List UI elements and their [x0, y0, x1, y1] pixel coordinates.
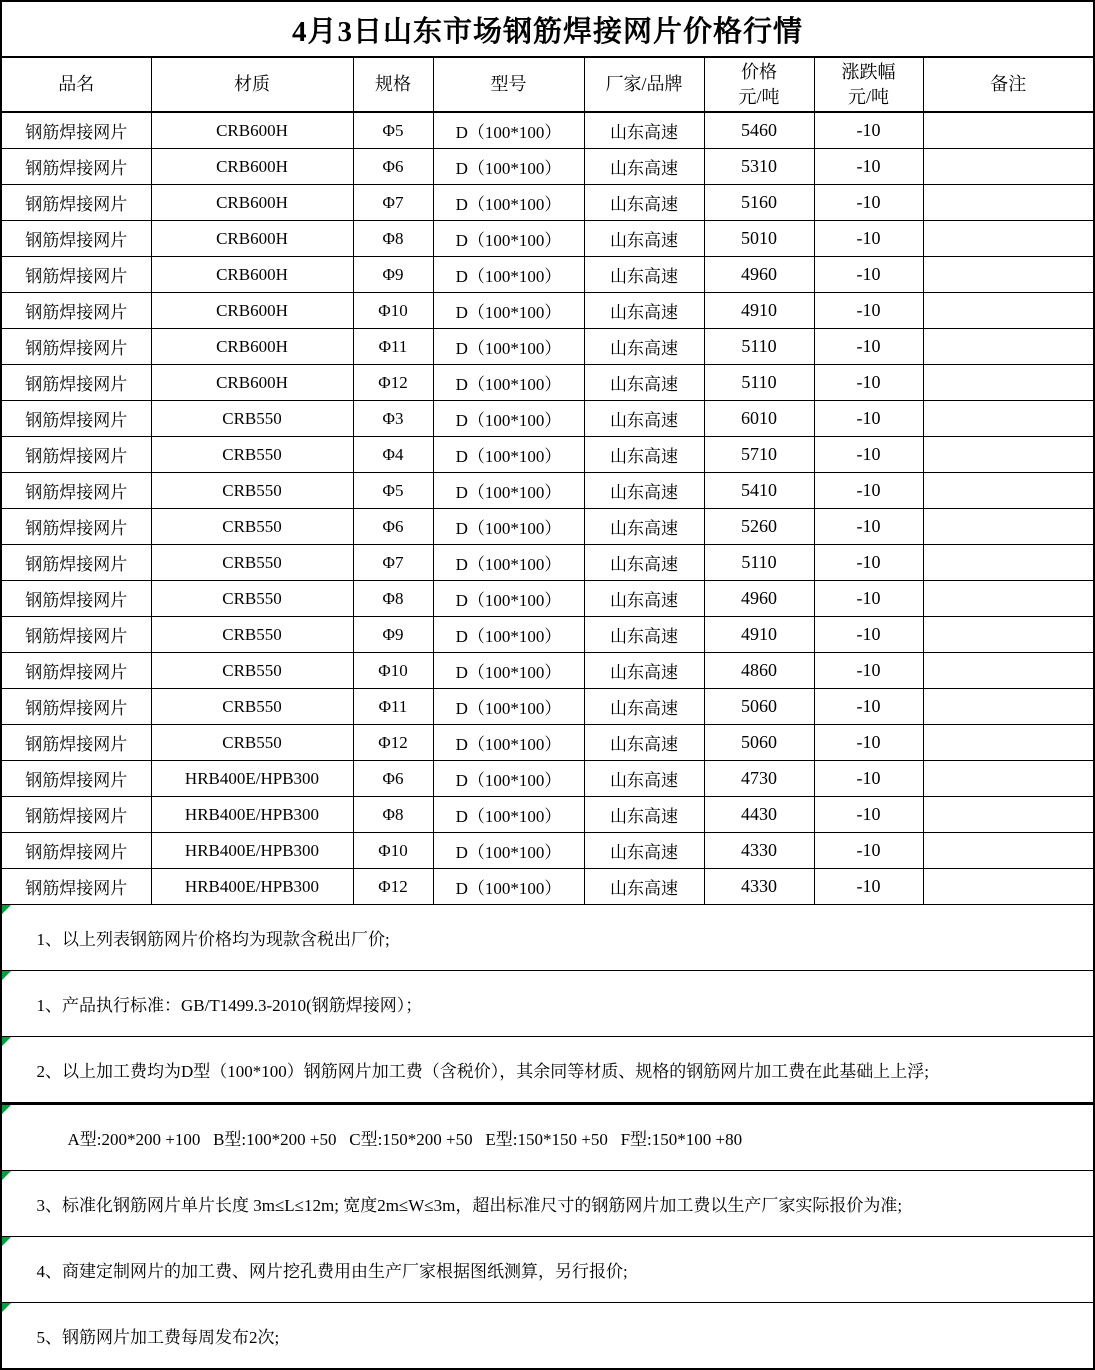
cell-remark [923, 257, 1094, 293]
cell-price: 5060 [704, 725, 814, 761]
green-corner-triangle-icon [2, 1171, 11, 1180]
cell-model: D（100*100） [433, 869, 584, 905]
table-row [1, 545, 1094, 581]
note-row [1, 1171, 1094, 1237]
cell-remark [923, 833, 1094, 869]
table-row [1, 653, 1094, 689]
price-table-body [1, 112, 1094, 905]
cell-change: -10 [814, 689, 923, 725]
cell-remark [923, 221, 1094, 257]
cell-price: 5410 [704, 473, 814, 509]
cell-product: 钢筋焊接网片 [1, 112, 151, 149]
cell-change: -10 [814, 869, 923, 905]
cell-remark [923, 545, 1094, 581]
cell-spec: Φ12 [353, 365, 433, 401]
cell-spec: Φ6 [353, 761, 433, 797]
cell-price: 4860 [704, 653, 814, 689]
cell-model: D（100*100） [433, 293, 584, 329]
cell-model: D（100*100） [433, 545, 584, 581]
table-row [1, 797, 1094, 833]
table-row [1, 437, 1094, 473]
cell-brand: 山东高速 [584, 833, 704, 869]
cell-remark [923, 365, 1094, 401]
table-row [1, 401, 1094, 437]
cell-spec: Φ12 [353, 869, 433, 905]
cell-product: 钢筋焊接网片 [1, 293, 151, 329]
cell-model: D（100*100） [433, 653, 584, 689]
cell-material: CRB600H [151, 185, 353, 221]
cell-model: D（100*100） [433, 257, 584, 293]
cell-brand: 山东高速 [584, 401, 704, 437]
cell-price: 4960 [704, 257, 814, 293]
cell-model: D（100*100） [433, 149, 584, 185]
cell-price: 4330 [704, 833, 814, 869]
cell-spec: Φ4 [353, 437, 433, 473]
cell-brand: 山东高速 [584, 112, 704, 149]
cell-spec: Φ6 [353, 509, 433, 545]
cell-remark [923, 185, 1094, 221]
cell-brand: 山东高速 [584, 149, 704, 185]
table-row [1, 293, 1094, 329]
table-row [1, 509, 1094, 545]
cell-change: -10 [814, 329, 923, 365]
cell-change: -10 [814, 797, 923, 833]
cell-model: D（100*100） [433, 473, 584, 509]
note-text: 1、以上列表钢筋网片价格均为现款含税出厂价; [36, 930, 390, 949]
cell-brand: 山东高速 [584, 617, 704, 653]
cell-model: D（100*100） [433, 401, 584, 437]
note-row [1, 1237, 1094, 1303]
cell-material: HRB400E/HPB300 [151, 761, 353, 797]
cell-brand: 山东高速 [584, 221, 704, 257]
cell-change: -10 [814, 473, 923, 509]
table-row [1, 112, 1094, 149]
cell-spec: Φ11 [353, 329, 433, 365]
table-row [1, 185, 1094, 221]
cell-model: D（100*100） [433, 329, 584, 365]
cell-remark [923, 797, 1094, 833]
column-header-spec: 规格 [353, 57, 433, 112]
table-row [1, 689, 1094, 725]
cell-spec: Φ6 [353, 149, 433, 185]
cell-material: HRB400E/HPB300 [151, 869, 353, 905]
cell-material: CRB550 [151, 401, 353, 437]
cell-spec: Φ9 [353, 257, 433, 293]
cell-material: CRB600H [151, 257, 353, 293]
note-text: 5、钢筋网片加工费每周发布2次; [36, 1328, 280, 1347]
cell-remark [923, 401, 1094, 437]
green-corner-triangle-icon [2, 1037, 11, 1046]
note-row [1, 1104, 1094, 1171]
cell-material: HRB400E/HPB300 [151, 797, 353, 833]
cell-spec: Φ9 [353, 617, 433, 653]
cell-brand: 山东高速 [584, 293, 704, 329]
cell-price: 4960 [704, 581, 814, 617]
cell-brand: 山东高速 [584, 473, 704, 509]
cell-spec: Φ5 [353, 112, 433, 149]
cell-change: -10 [814, 581, 923, 617]
cell-model: D（100*100） [433, 185, 584, 221]
cell-change: -10 [814, 725, 923, 761]
note-row [1, 1303, 1094, 1370]
cell-model: D（100*100） [433, 509, 584, 545]
cell-remark [923, 149, 1094, 185]
cell-remark [923, 869, 1094, 905]
notes-body [1, 905, 1094, 1370]
cell-material: CRB550 [151, 581, 353, 617]
cell-product: 钢筋焊接网片 [1, 689, 151, 725]
cell-product: 钢筋焊接网片 [1, 545, 151, 581]
cell-product: 钢筋焊接网片 [1, 221, 151, 257]
cell-spec: Φ8 [353, 797, 433, 833]
cell-material: CRB550 [151, 653, 353, 689]
cell-remark [923, 112, 1094, 149]
table-row [1, 329, 1094, 365]
cell-remark [923, 581, 1094, 617]
table-row [1, 149, 1094, 185]
cell-model: D（100*100） [433, 365, 584, 401]
cell-price: 5460 [704, 112, 814, 149]
column-header-product: 品名 [1, 57, 151, 112]
cell-price: 4910 [704, 617, 814, 653]
cell-material: CRB600H [151, 149, 353, 185]
cell-material: CRB600H [151, 293, 353, 329]
green-corner-triangle-icon [2, 1105, 11, 1114]
cell-product: 钢筋焊接网片 [1, 365, 151, 401]
cell-product: 钢筋焊接网片 [1, 509, 151, 545]
cell-change: -10 [814, 221, 923, 257]
table-row [1, 833, 1094, 869]
cell-brand: 山东高速 [584, 869, 704, 905]
cell-brand: 山东高速 [584, 581, 704, 617]
cell-spec: Φ7 [353, 185, 433, 221]
cell-remark [923, 653, 1094, 689]
cell-brand: 山东高速 [584, 437, 704, 473]
cell-model: D（100*100） [433, 617, 584, 653]
cell-material: CRB550 [151, 545, 353, 581]
cell-product: 钢筋焊接网片 [1, 797, 151, 833]
cell-product: 钢筋焊接网片 [1, 869, 151, 905]
note-row [1, 1037, 1094, 1104]
cell-product: 钢筋焊接网片 [1, 437, 151, 473]
cell-product: 钢筋焊接网片 [1, 581, 151, 617]
cell-remark [923, 473, 1094, 509]
cell-model: D（100*100） [433, 689, 584, 725]
cell-change: -10 [814, 833, 923, 869]
cell-material: HRB400E/HPB300 [151, 833, 353, 869]
cell-product: 钢筋焊接网片 [1, 473, 151, 509]
cell-spec: Φ8 [353, 221, 433, 257]
cell-model: D（100*100） [433, 833, 584, 869]
cell-brand: 山东高速 [584, 725, 704, 761]
cell-change: -10 [814, 653, 923, 689]
table-row [1, 257, 1094, 293]
cell-remark [923, 509, 1094, 545]
cell-change: -10 [814, 257, 923, 293]
cell-change: -10 [814, 437, 923, 473]
cell-product: 钢筋焊接网片 [1, 725, 151, 761]
cell-brand: 山东高速 [584, 761, 704, 797]
cell-remark [923, 761, 1094, 797]
title-row [1, 1, 1094, 57]
cell-price: 5110 [704, 545, 814, 581]
cell-remark [923, 689, 1094, 725]
cell-change: -10 [814, 545, 923, 581]
column-header-price: 价格 元/吨 [704, 57, 814, 112]
green-corner-triangle-icon [2, 905, 11, 914]
cell-material: CRB600H [151, 329, 353, 365]
cell-spec: Φ11 [353, 689, 433, 725]
table-row [1, 869, 1094, 905]
cell-material: CRB550 [151, 437, 353, 473]
note-row [1, 971, 1094, 1037]
cell-brand: 山东高速 [584, 545, 704, 581]
column-header-brand: 厂家/品牌 [584, 57, 704, 112]
cell-material: CRB600H [151, 112, 353, 149]
note-text: 1、产品执行标准：GB/T1499.3-2010(钢筋焊接网）； [36, 996, 423, 1015]
cell-model: D（100*100） [433, 725, 584, 761]
cell-price: 5310 [704, 149, 814, 185]
cell-price: 5110 [704, 365, 814, 401]
cell-product: 钢筋焊接网片 [1, 833, 151, 869]
note-text: 2、以上加工费均为D型（100*100）钢筋网片加工费（含税价），其余同等材质、规格的钢筋网片加工费在此基础上上浮; [36, 1062, 929, 1081]
note-text: A型:200*200 +100 B型:100*200 +50 C型:150*200 +50 E型:150*150 +50 F型:150*100 +80 [67, 1130, 743, 1149]
table-row [1, 725, 1094, 761]
cell-product: 钢筋焊接网片 [1, 329, 151, 365]
table-row [1, 473, 1094, 509]
cell-price: 4730 [704, 761, 814, 797]
note-text: 4、商建定制网片的加工费、网片挖孔费用由生产厂家根据图纸测算，另行报价; [36, 1262, 628, 1281]
cell-remark [923, 725, 1094, 761]
cell-product: 钢筋焊接网片 [1, 257, 151, 293]
cell-change: -10 [814, 365, 923, 401]
cell-spec: Φ3 [353, 401, 433, 437]
cell-price: 4330 [704, 869, 814, 905]
cell-brand: 山东高速 [584, 653, 704, 689]
green-corner-triangle-icon [2, 1237, 11, 1246]
note-row [1, 905, 1094, 971]
cell-brand: 山东高速 [584, 185, 704, 221]
cell-change: -10 [814, 617, 923, 653]
cell-spec: Φ12 [353, 725, 433, 761]
column-header-remark: 备注 [923, 57, 1094, 112]
cell-price: 5060 [704, 689, 814, 725]
table-row [1, 221, 1094, 257]
column-header-change: 涨跌幅 元/吨 [814, 57, 923, 112]
cell-product: 钢筋焊接网片 [1, 761, 151, 797]
cell-material: CRB550 [151, 617, 353, 653]
table-row [1, 365, 1094, 401]
cell-model: D（100*100） [433, 581, 584, 617]
cell-spec: Φ10 [353, 833, 433, 869]
cell-remark [923, 293, 1094, 329]
cell-change: -10 [814, 185, 923, 221]
cell-remark [923, 329, 1094, 365]
cell-brand: 山东高速 [584, 329, 704, 365]
cell-model: D（100*100） [433, 437, 584, 473]
cell-price: 4430 [704, 797, 814, 833]
page-title: 4月3日山东市场钢筋焊接网片价格行情 [1, 1, 1094, 57]
cell-spec: Φ10 [353, 653, 433, 689]
cell-change: -10 [814, 293, 923, 329]
cell-price: 6010 [704, 401, 814, 437]
cell-spec: Φ8 [353, 581, 433, 617]
cell-spec: Φ10 [353, 293, 433, 329]
note-text: 3、标准化钢筋网片单片长度 3m≤L≤12m; 宽度2m≤W≤3m，超出标准尺寸的钢筋网片加工费以生产厂家实际报价为准; [36, 1196, 903, 1215]
table-row [1, 761, 1094, 797]
column-header-model: 型号 [433, 57, 584, 112]
cell-price: 4910 [704, 293, 814, 329]
cell-spec: Φ5 [353, 473, 433, 509]
cell-material: CRB550 [151, 509, 353, 545]
green-corner-triangle-icon [2, 971, 11, 980]
cell-spec: Φ7 [353, 545, 433, 581]
cell-material: CRB600H [151, 365, 353, 401]
cell-product: 钢筋焊接网片 [1, 185, 151, 221]
cell-change: -10 [814, 149, 923, 185]
table-row [1, 581, 1094, 617]
cell-material: CRB600H [151, 221, 353, 257]
cell-product: 钢筋焊接网片 [1, 149, 151, 185]
cell-price: 5160 [704, 185, 814, 221]
cell-change: -10 [814, 112, 923, 149]
cell-product: 钢筋焊接网片 [1, 401, 151, 437]
cell-remark [923, 437, 1094, 473]
cell-model: D（100*100） [433, 761, 584, 797]
cell-price: 5260 [704, 509, 814, 545]
cell-material: CRB550 [151, 725, 353, 761]
cell-remark [923, 617, 1094, 653]
cell-model: D（100*100） [433, 797, 584, 833]
table-header-row [1, 57, 1094, 112]
cell-model: D（100*100） [433, 221, 584, 257]
table-row [1, 617, 1094, 653]
cell-product: 钢筋焊接网片 [1, 617, 151, 653]
cell-brand: 山东高速 [584, 509, 704, 545]
cell-change: -10 [814, 401, 923, 437]
cell-product: 钢筋焊接网片 [1, 653, 151, 689]
cell-brand: 山东高速 [584, 689, 704, 725]
cell-change: -10 [814, 509, 923, 545]
cell-price: 5710 [704, 437, 814, 473]
green-corner-triangle-icon [2, 1303, 11, 1312]
cell-price: 5010 [704, 221, 814, 257]
cell-brand: 山东高速 [584, 365, 704, 401]
cell-change: -10 [814, 761, 923, 797]
cell-model: D（100*100） [433, 112, 584, 149]
cell-material: CRB550 [151, 473, 353, 509]
cell-price: 5110 [704, 329, 814, 365]
column-header-material: 材质 [151, 57, 353, 112]
cell-brand: 山东高速 [584, 257, 704, 293]
cell-material: CRB550 [151, 689, 353, 725]
cell-brand: 山东高速 [584, 797, 704, 833]
